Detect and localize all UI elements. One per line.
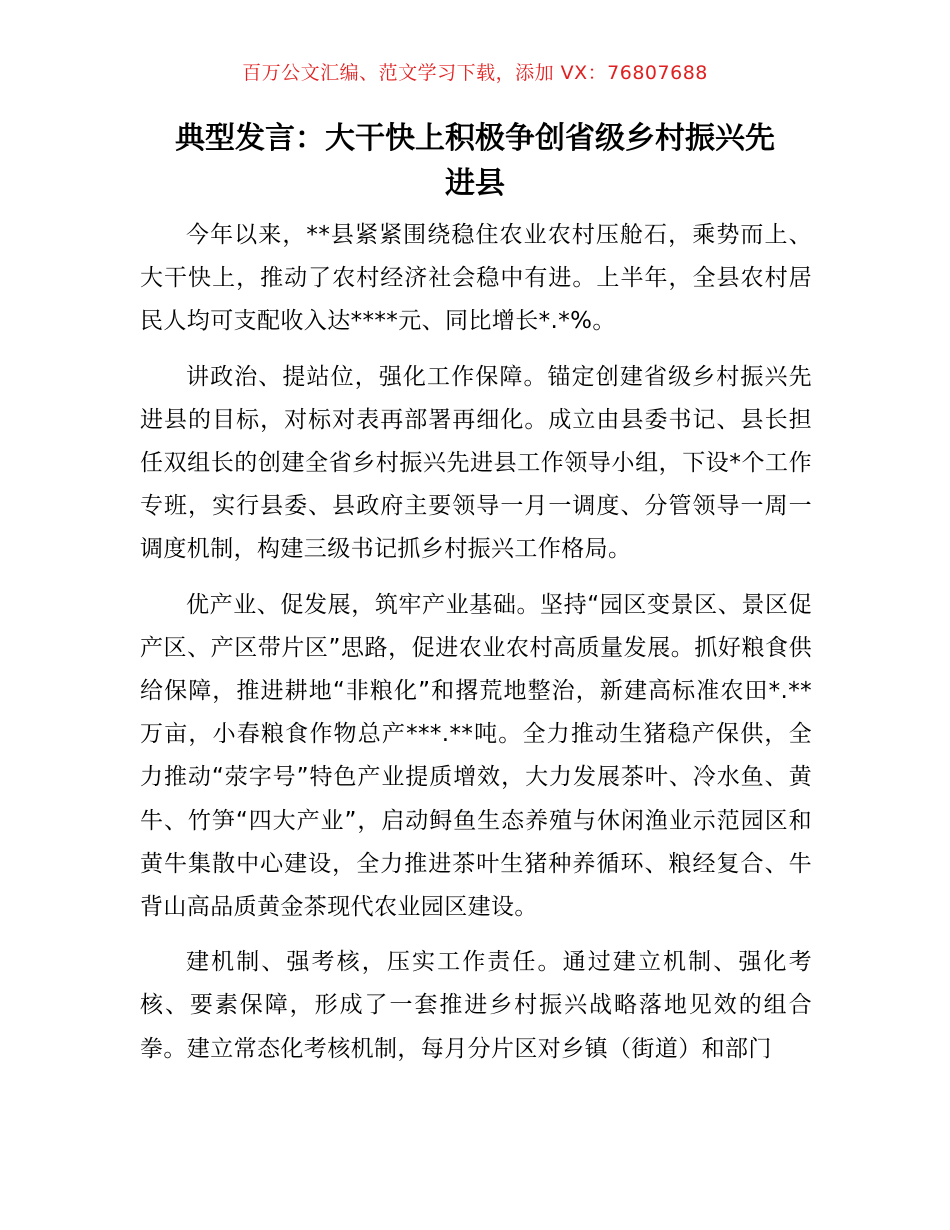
paragraph-intro: 今年以来，**县紧紧围绕稳住农业农村压舱石，乘势而上、大干快上，推动了农村经济社会稳中有进。上半年，全县农村居民人均可支配收入达****元、同比增长*.*%。 (140, 222, 812, 335)
page-title (140, 116, 810, 206)
title-line-1: 典型发言：大干快上积极争创省级乡村振兴先 (175, 121, 775, 156)
title-line-2: 进县 (445, 166, 505, 201)
paragraph-mechanism: 建机制、强考核，压实工作责任。通过建立机制、强化考核、要素保障，形成了一套推进乡村振兴战略落地见效的组合拳。建立常态化考核机制，每月分片区对乡镇（街道）和部门 (140, 949, 812, 1062)
document-body (140, 214, 812, 1083)
paragraph-industry: 优产业、促发展，筑牢产业基础。坚持“园区变景区、景区促产区、产区带片区”思路，促进农业农村高质量发展。抓好粮食供给保障，推进耕地“非粮化”和撂荒地整治，新建高标准农田*.**万亩，小春粮食作物总产***.**吨。全力推动生猪稳产保供，全力推动“荥字号”特色产业提质增效，大力发展茶叶、冷水鱼、黄牛、竹笋“四大产业”，启动鲟鱼生态养殖与休闲渔业示范园区和黄牛集散中心建设，全力推进茶叶生猪种养循环、粮经复合、牛背山高品质黄金茶现代农业园区建设。 (140, 591, 812, 921)
watermark-banner: 百万公文汇编、范文学习下载，添加 VX：76807688 (242, 62, 708, 84)
paragraph-politics: 讲政治、提站位，强化工作保障。锚定创建省级乡村振兴先进县的目标，对标对表再部署再细化。成立由县委书记、县长担任双组长的创建全省乡村振兴先进县工作领导小组，下设*个工作专班，实行县委、县政府主要领导一月一调度、分管领导一周一调度机制，构建三级书记抓乡村振兴工作格局。 (140, 363, 812, 563)
